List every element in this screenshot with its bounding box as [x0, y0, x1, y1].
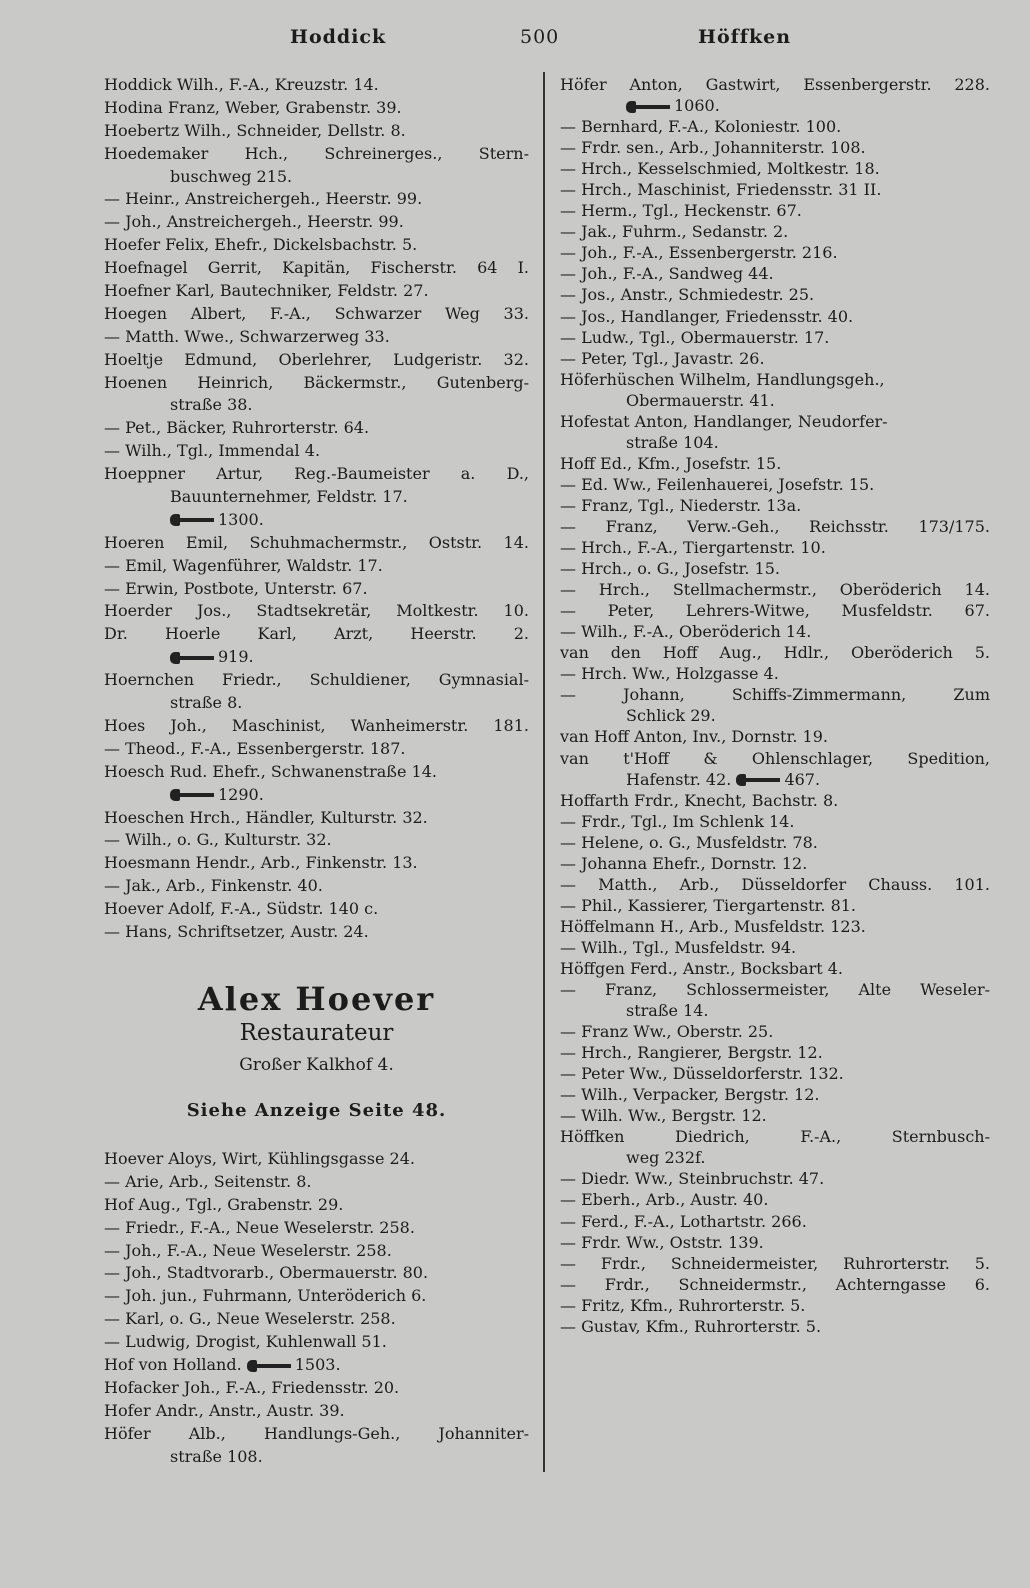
directory-entry [560, 411, 990, 432]
directory-entry [104, 257, 529, 280]
phone-number: 1060. [674, 96, 720, 116]
phone-number: 467. [784, 769, 821, 789]
entry-text: weg 232f. [626, 1148, 706, 1168]
entry-text: Höferhüschen Wilhelm, Handlungsgeh., [560, 369, 885, 389]
directory-entry [104, 372, 529, 395]
directory-entry [560, 537, 990, 558]
entry-continuation [104, 1446, 529, 1469]
directory-entry [560, 221, 990, 242]
directory-entry [560, 1042, 990, 1063]
entry-text: — Gustav, Kfm., Ruhrorterstr. 5. [560, 1316, 822, 1336]
directory-entry [560, 348, 990, 369]
directory-entry [560, 558, 990, 579]
entry-text: — Jak., Fuhrm., Sedanstr. 2. [560, 222, 789, 242]
directory-entry [104, 669, 529, 692]
entry-text: — Karl, o. G., Neue Weselerstr. 258. [104, 1309, 396, 1329]
entry-continuation [104, 394, 529, 417]
directory-entry [560, 1211, 990, 1232]
directory-entry [560, 621, 990, 642]
directory-entry [560, 642, 990, 663]
directory-entry [104, 74, 529, 97]
directory-entry [560, 453, 990, 474]
entry-text: Hoddick Wilh., F.-A., Kreuzstr. 14. [104, 75, 379, 94]
directory-entry [560, 306, 990, 327]
entry-text: — Ludwig, Drogist, Kuhlenwall 51. [104, 1332, 387, 1352]
entry-text: — Franz Ww., Oberstr. 25. [560, 1022, 774, 1042]
directory-entry [560, 95, 990, 116]
entry-text: — Wilh., F.-A., Oberöderich 14. [560, 622, 812, 642]
entry-text: Höffgen Ferd., Anstr., Bocksbart 4. [560, 958, 844, 978]
telephone-icon [170, 514, 210, 526]
entry-text: — Wilh., Verpacker, Bergstr. 12. [560, 1085, 820, 1105]
entry-text: Hoff Ed., Kfm., Josefstr. 15. [560, 453, 782, 473]
directory-entry [104, 646, 529, 669]
directory-entry [560, 1232, 990, 1253]
entry-text: — Heinr., Anstreichergeh., Heerstr. 99. [104, 189, 423, 209]
directory-entry [560, 263, 990, 284]
entry-text: Hoever Adolf, F.-A., Südstr. 140 c. [104, 899, 379, 919]
entry-text: Höfer Alb., Handlungs-Geh., Johanniter- [104, 1423, 529, 1443]
entry-text: — Wilh. Ww., Bergstr. 12. [560, 1106, 767, 1126]
entry-text: Obermauerstr. 41. [626, 390, 775, 410]
directory-entry [560, 1084, 990, 1105]
entry-text: van Hoff Anton, Inv., Dornstr. 19. [560, 727, 828, 747]
left-column [104, 74, 529, 944]
entry-text: Schlick 29. [626, 706, 716, 726]
ad-reference: Siehe Anzeige Seite 48. [186, 1100, 447, 1121]
entry-continuation [560, 705, 990, 726]
entry-text: Hoernchen Friedr., Schuldiener, Gymnasial- [104, 670, 529, 690]
directory-entry [560, 1126, 990, 1147]
entry-text: — Joh., Anstreichergeh., Heerstr. 99. [104, 212, 404, 232]
entry-text: — Joh., F.-A., Essenbergerstr. 216. [560, 243, 838, 263]
directory-entry [104, 898, 529, 921]
directory-entry [560, 474, 990, 495]
entry-text: — Hrch. Ww., Holzgasse 4. [560, 664, 779, 684]
directory-entry [104, 578, 529, 601]
directory-entry [560, 684, 990, 705]
entry-text: — Emil, Wagenführer, Waldstr. 17. [104, 555, 383, 575]
entry-text: — Hrch., Kesselschmied, Moltkestr. 18. [560, 159, 880, 179]
entry-text: — Jos., Anstr., Schmiedestr. 25. [560, 285, 815, 305]
directory-entry [560, 200, 990, 221]
directory-entry [560, 495, 990, 516]
entry-text: Bauunternehmer, Feldstr. 17. [170, 487, 408, 507]
directory-entry [104, 280, 529, 303]
directory-entry [104, 509, 529, 532]
entry-text: Hafenstr. 42. [626, 769, 732, 789]
directory-entry [560, 116, 990, 137]
running-head-left: Hoddick [290, 26, 387, 48]
entry-text: Hofestat Anton, Handlanger, Neudorfer- [560, 411, 888, 431]
right-column [560, 74, 990, 1337]
entry-text: — Frdr., Tgl., Im Schlenk 14. [560, 811, 795, 831]
directory-entry [104, 1148, 529, 1171]
entry-text: straße 14. [626, 1001, 709, 1021]
phone-number: 1290. [218, 784, 264, 804]
entry-text: — Frdr., Schneidermstr., Achterngasse 6. [560, 1274, 990, 1294]
entry-text: Hof von Holland. [104, 1355, 242, 1375]
directory-entry [560, 1274, 990, 1295]
directory-entry [104, 829, 529, 852]
entry-text: Höfer Anton, Gastwirt, Essenbergerstr. 228. [560, 75, 990, 94]
directory-entry [104, 1194, 529, 1217]
directory-entry [560, 895, 990, 916]
entry-text: Hoeschen Hrch., Händler, Kulturstr. 32. [104, 807, 428, 827]
entry-text: Hoefer Felix, Ehefr., Dickelsbachstr. 5. [104, 235, 418, 255]
entry-text: — Ludw., Tgl., Obermauerstr. 17. [560, 327, 830, 347]
ad-address: Großer Kalkhof 4. [239, 1055, 394, 1075]
telephone-icon [170, 789, 210, 801]
entry-text: Hoeppner Artur, Reg.-Baumeister a. D., [104, 464, 529, 484]
directory-entry [560, 158, 990, 179]
entry-text: — Phil., Kassierer, Tiergartenstr. 81. [560, 895, 857, 915]
entry-text: — Joh., F.-A., Sandweg 44. [560, 264, 774, 284]
entry-text: Hoffarth Frdr., Knecht, Bachstr. 8. [560, 790, 839, 810]
entry-text: Hoefner Karl, Bautechniker, Feldstr. 27. [104, 281, 429, 301]
directory-entry [104, 532, 529, 555]
entry-text: — Frdr. sen., Arb., Johanniterstr. 108. [560, 138, 866, 158]
directory-entry [560, 916, 990, 937]
entry-text: — Johann, Schiffs-Zimmermann, Zum [560, 685, 990, 705]
entry-text: straße 104. [626, 432, 719, 452]
directory-entry [560, 1295, 990, 1316]
directory-entry [104, 1308, 529, 1331]
entry-text: — Bernhard, F.-A., Koloniestr. 100. [560, 117, 842, 137]
entry-text: — Fritz, Kfm., Ruhrorterstr. 5. [560, 1295, 806, 1315]
directory-entry [560, 937, 990, 958]
directory-entry [560, 1021, 990, 1042]
entry-text: — Wilh., Tgl., Musfeldstr. 94. [560, 937, 797, 957]
directory-entry [560, 242, 990, 263]
entry-text: — Joh. jun., Fuhrmann, Unteröderich 6. [104, 1286, 427, 1306]
entry-continuation [104, 486, 529, 509]
directory-entry [104, 417, 529, 440]
entry-text: — Peter, Tgl., Javastr. 26. [560, 348, 765, 368]
entry-text: — Ed. Ww., Feilenhauerei, Josefstr. 15. [560, 474, 875, 494]
directory-entry [104, 303, 529, 326]
directory-entry [104, 1354, 529, 1377]
entry-text: — Franz, Schlossermeister, Alte Weseler- [560, 980, 990, 1000]
directory-entry [104, 1240, 529, 1263]
telephone-icon [626, 101, 666, 113]
ad-profession: Restaurateur [239, 1020, 394, 1046]
entry-text: straße 38. [170, 395, 253, 415]
telephone-icon [736, 774, 776, 786]
entry-text: — Wilh., o. G., Kulturstr. 32. [104, 830, 332, 850]
entry-text: van t'Hoff & Ohlenschlager, Spedition, [560, 748, 990, 768]
directory-entry [560, 1105, 990, 1126]
directory-entry [560, 726, 990, 747]
entry-continuation [560, 1147, 990, 1168]
column-divider [543, 72, 545, 1472]
directory-entry [560, 74, 990, 95]
entry-text: Hoerder Jos., Stadtsekretär, Moltkestr. 10. [104, 601, 529, 621]
entry-text: — Peter Ww., Düsseldorferstr. 132. [560, 1064, 844, 1084]
entry-text: — Pet., Bäcker, Ruhrorterstr. 64. [104, 418, 370, 438]
directory-entry [104, 600, 529, 623]
directory-entry [560, 137, 990, 158]
directory-entry [104, 1400, 529, 1423]
entry-text: Hoedemaker Hch., Schreinerges., Stern- [104, 143, 529, 163]
directory-entry [104, 1285, 529, 1308]
directory-entry [560, 600, 990, 621]
page-number: 500 [520, 26, 560, 48]
entry-text: Hoefnagel Gerrit, Kapitän, Fischerstr. 64 I. [104, 258, 529, 278]
entry-text: — Franz, Verw.-Geh., Reichsstr. 173/175. [560, 516, 990, 536]
entry-text: — Frdr., Schneidermeister, Ruhrorterstr. 5. [560, 1253, 990, 1273]
directory-entry [560, 327, 990, 348]
entry-text: Hoeltje Edmund, Oberlehrer, Ludgeristr. 32. [104, 349, 529, 369]
directory-entry [104, 852, 529, 875]
directory-entry [104, 1377, 529, 1400]
directory-entry [560, 748, 990, 769]
directory-entry [560, 179, 990, 200]
entry-text: — Hrch., o. G., Josefstr. 15. [560, 559, 780, 579]
entry-text: — Hrch., Rangierer, Bergstr. 12. [560, 1043, 823, 1063]
directory-entry [560, 663, 990, 684]
directory-entry [104, 921, 529, 944]
entry-text: — Arie, Arb., Seitenstr. 8. [104, 1171, 312, 1191]
directory-entry [560, 958, 990, 979]
entry-text: Hoebertz Wilh., Schneider, Dellstr. 8. [104, 120, 406, 140]
directory-entry [560, 874, 990, 895]
entry-text: Dr. Hoerle Karl, Arzt, Heerstr. 2. [104, 624, 529, 644]
entry-text: — Eberh., Arb., Austr. 40. [560, 1190, 769, 1210]
directory-entry [104, 120, 529, 143]
directory-entry [560, 979, 990, 1000]
entry-text: Hoeren Emil, Schuhmachermstr., Oststr. 14. [104, 532, 529, 552]
entry-text: — Friedr., F.-A., Neue Weselerstr. 258. [104, 1217, 415, 1237]
entry-text: — Erwin, Postbote, Unterstr. 67. [104, 578, 368, 598]
directory-entry [104, 807, 529, 830]
directory-entry [104, 349, 529, 372]
directory-entry [560, 1189, 990, 1210]
entry-text: — Matth., Arb., Düsseldorfer Chauss. 101. [560, 874, 990, 894]
directory-entry [104, 761, 529, 784]
directory-entry [560, 284, 990, 305]
phone-number: 1300. [218, 509, 264, 529]
directory-entry [104, 188, 529, 211]
directory-entry [560, 769, 990, 790]
entry-text: Hoenen Heinrich, Bäckermstr., Gutenberg- [104, 372, 529, 392]
entry-text: — Franz, Tgl., Niederstr. 13a. [560, 495, 802, 515]
entry-text: — Diedr. Ww., Steinbruchstr. 47. [560, 1169, 825, 1189]
telephone-icon [170, 652, 210, 664]
running-head-right: Höffken [698, 26, 792, 48]
entry-continuation [104, 692, 529, 715]
entry-text: — Jak., Arb., Finkenstr. 40. [104, 876, 323, 896]
directory-entry [560, 832, 990, 853]
directory-entry [560, 853, 990, 874]
directory-entry [560, 1253, 990, 1274]
phone-number: 919. [218, 647, 254, 667]
directory-entry [104, 143, 529, 166]
entry-text: Hofer Andr., Anstr., Austr. 39. [104, 1400, 345, 1420]
directory-entry [104, 784, 529, 807]
directory-entry [560, 1168, 990, 1189]
directory-entry [560, 790, 990, 811]
entry-text: — Joh., Stadtvorarb., Obermauerstr. 80. [104, 1263, 429, 1283]
directory-entry [104, 1331, 529, 1354]
entry-continuation [560, 432, 990, 453]
entry-text: — Hrch., F.-A., Tiergartenstr. 10. [560, 538, 826, 558]
entry-text: — Peter, Lehrers-Witwe, Musfeldstr. 67. [560, 601, 990, 621]
directory-entry [104, 738, 529, 761]
entry-text: Hoesch Rud. Ehefr., Schwanenstraße 14. [104, 761, 437, 781]
directory-entry [560, 516, 990, 537]
directory-entry [104, 875, 529, 898]
entry-text: Höffken Diedrich, F.-A., Sternbusch- [560, 1127, 990, 1147]
directory-entry [104, 234, 529, 257]
ad-name: Alex Hoever [197, 980, 436, 1018]
directory-entry [104, 1217, 529, 1240]
entry-text: straße 8. [170, 693, 243, 713]
directory-entry [560, 1316, 990, 1337]
entry-continuation [560, 1000, 990, 1021]
entry-text: — Hans, Schriftsetzer, Austr. 24. [104, 921, 369, 941]
directory-entry [104, 1171, 529, 1194]
entry-text: Hoever Aloys, Wirt, Kühlingsgasse 24. [104, 1149, 415, 1168]
entry-text: — Hrch., Stellmachermstr., Oberöderich 14. [560, 580, 990, 600]
entry-text: — Johanna Ehefr., Dornstr. 12. [560, 853, 808, 873]
entry-text: — Ferd., F.-A., Lothartstr. 266. [560, 1211, 807, 1231]
entry-continuation [560, 390, 990, 411]
entry-text: — Theod., F.-A., Essenbergerstr. 187. [104, 738, 406, 758]
entry-text: — Wilh., Tgl., Immendal 4. [104, 441, 321, 461]
directory-entry [104, 715, 529, 738]
directory-entry [104, 211, 529, 234]
entry-text: Hodina Franz, Weber, Grabenstr. 39. [104, 97, 402, 117]
entry-text: — Joh., F.-A., Neue Weselerstr. 258. [104, 1240, 392, 1260]
directory-entry [104, 326, 529, 349]
directory-entry [104, 440, 529, 463]
entry-text: Hoes Joh., Maschinist, Wanheimerstr. 181. [104, 715, 529, 735]
entry-text: Hofacker Joh., F.-A., Friedensstr. 20. [104, 1377, 400, 1397]
entry-text: Höffelmann H., Arb., Musfeldstr. 123. [560, 916, 866, 936]
left-column-continued [104, 1148, 529, 1468]
directory-entry [104, 555, 529, 578]
directory-entry [560, 1063, 990, 1084]
directory-entry [560, 369, 990, 390]
entry-text: — Hrch., Maschinist, Friedensstr. 31 II. [560, 180, 882, 200]
directory-entry [104, 463, 529, 486]
entry-text: — Herm., Tgl., Heckenstr. 67. [560, 201, 802, 221]
entry-text: Hoesmann Hendr., Arb., Finkenstr. 13. [104, 853, 418, 873]
entry-text: Hoegen Albert, F.-A., Schwarzer Weg 33. [104, 303, 529, 323]
directory-entry [560, 579, 990, 600]
directory-entry [104, 97, 529, 120]
directory-entry [560, 811, 990, 832]
directory-entry [104, 623, 529, 646]
phone-number: 1503. [294, 1355, 341, 1375]
entry-text: — Helene, o. G., Musfeldstr. 78. [560, 832, 818, 852]
entry-continuation [104, 166, 529, 189]
directory-entry [104, 1262, 529, 1285]
entry-text: van den Hoff Aug., Hdlr., Oberöderich 5. [560, 643, 990, 663]
telephone-icon [247, 1360, 287, 1372]
entry-text: straße 108. [170, 1446, 263, 1466]
entry-text: — Matth. Wwe., Schwarzerweg 33. [104, 326, 390, 346]
entry-text: — Frdr. Ww., Oststr. 139. [560, 1232, 764, 1252]
entry-text: Hof Aug., Tgl., Grabenstr. 29. [104, 1194, 344, 1214]
entry-text: — Jos., Handlanger, Friedensstr. 40. [560, 306, 854, 326]
directory-entry [104, 1423, 529, 1446]
entry-text: buschweg 215. [170, 166, 293, 186]
